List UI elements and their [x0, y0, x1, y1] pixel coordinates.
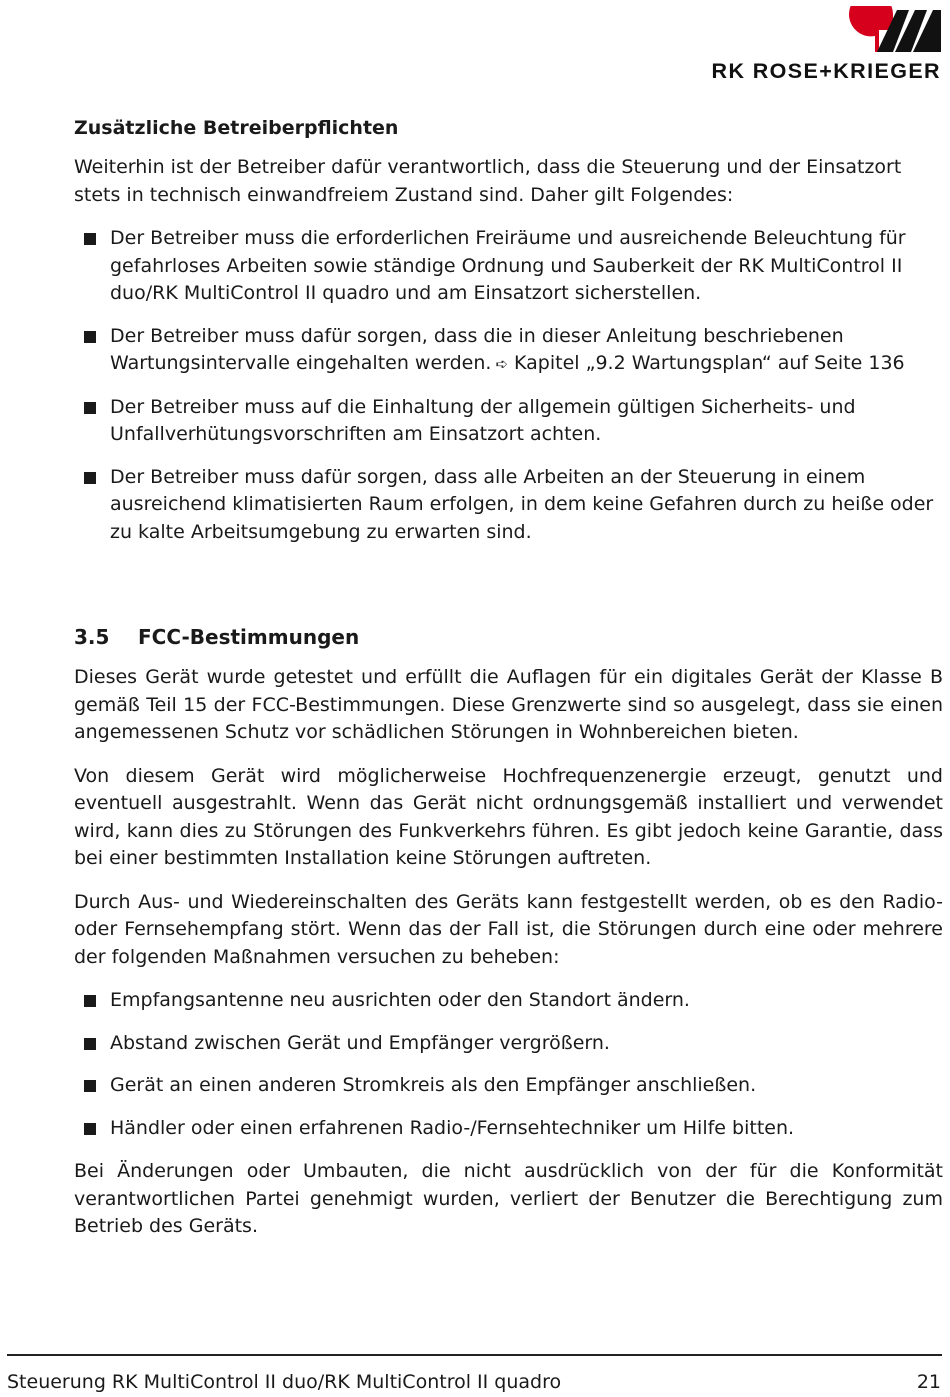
footer-title: Steuerung RK MultiControl II duo/RK MultiControl II quadro [7, 1371, 562, 1393]
fcc-paragraph-2: Von diesem Gerät wird möglicherweise Hochfrequenzenergie erzeugt, genutzt und eventuell ausgestrahlt. Wenn das Gerät nicht ordnungsgemäß installiert und verwendet wird, kann dies zu Störungen des Funkverkehrs führen. Es gibt jedoch keine Garantie, dass bei einer bestimmten Installation keine Störungen auftreten. [74, 764, 943, 869]
fcc-paragraph-4: Bei Änderungen oder Umbauten, die nicht ausdrücklich von der für die Konformität verantwortlichen Partei genehmigt wurden, verliert der Benutzer die Berechtigung zum Betrieb des Geräts. [74, 1160, 943, 1237]
list-item: Der Betreiber muss dafür sorgen, dass alle Arbeiten an der Steuerung in einem ausreichend klimatisierten Raum erfolgen, in dem keine Gefahren durch zu heiße oder zu kalte Arbeitsumgebung zu erwarten sind. [110, 464, 943, 547]
list-item: Empfangsantenne neu ausrichten oder den Standort ändern. [110, 987, 943, 1015]
list-item [110, 323, 943, 379]
brand-name: RK ROSE+KRIEGER [711, 59, 941, 83]
subsection-title: Zusätzliche Betreiberpflichten [74, 117, 399, 139]
cross-reference-link[interactable]: Kapitel „9.2 Wartungsplan“ auf Seite 136 [514, 352, 905, 374]
list-item: Der Betreiber muss die erforderlichen Freiräume und ausreichende Beleuchtung für gefahrloses Arbeiten sowie ständige Ordnung und Sauberkeit der RK MultiControl II duo/RK MultiControl II quadro und am Einsatzort sicherstellen. [110, 225, 943, 308]
page-content [74, 115, 943, 1257]
page-number: 21 [916, 1371, 941, 1393]
fcc-paragraph-1: Dieses Gerät wurde getestet und erfüllt die Auflagen für ein digitales Gerät der Klasse B gemäß Teil 15 der FCC-Bestimmungen. Diese Grenzwerte sind so ausgelegt, dass sie einen angemessenen Schutz vor schädlichen Störungen in Wohnbereichen bieten. [74, 666, 943, 743]
intro-paragraph: Weiterhin ist der Betreiber dafür verantwortlich, dass die Steuerung und der Einsatzort stets in technisch einwandfreiem Zustand sind. Daher gilt Folgendes: [74, 156, 902, 206]
list-item: Abstand zwischen Gerät und Empfänger vergrößern. [110, 1030, 943, 1058]
rk-logo-icon [849, 6, 941, 52]
brand-logo [651, 6, 941, 83]
list-item-text: Der Betreiber muss dafür sorgen, dass die in dieser Anleitung beschriebenen Wartungsintervalle eingehalten werden. [110, 324, 844, 374]
fcc-measures-list [74, 987, 943, 1142]
list-item: Der Betreiber muss auf die Einhaltung der allgemein gültigen Sicherheits- und Unfallverhütungsvorschriften am Einsatzort achten. [110, 394, 943, 449]
operator-duties-list [74, 225, 943, 546]
list-item: Gerät an einen anderen Stromkreis als den Empfänger anschließen. [110, 1072, 943, 1100]
section-title: FCC-Bestimmungen [138, 625, 360, 649]
section-number: 3.5 [74, 625, 110, 649]
arrow-reference-icon: ➪ [495, 355, 509, 373]
footer-divider [7, 1354, 942, 1356]
list-item: Händler oder einen erfahrenen Radio-/Fernsehtechniker um Hilfe bitten. [110, 1115, 943, 1143]
section-heading [74, 622, 943, 652]
fcc-paragraph-3: Durch Aus- und Wiedereinschalten des Geräts kann festgestellt werden, ob es den Radio- oder Fernsehempfang stört. Wenn das der Fall ist, die Störungen durch eine oder mehrere der folgenden Maßnahmen versuchen zu beheben: [74, 890, 943, 968]
